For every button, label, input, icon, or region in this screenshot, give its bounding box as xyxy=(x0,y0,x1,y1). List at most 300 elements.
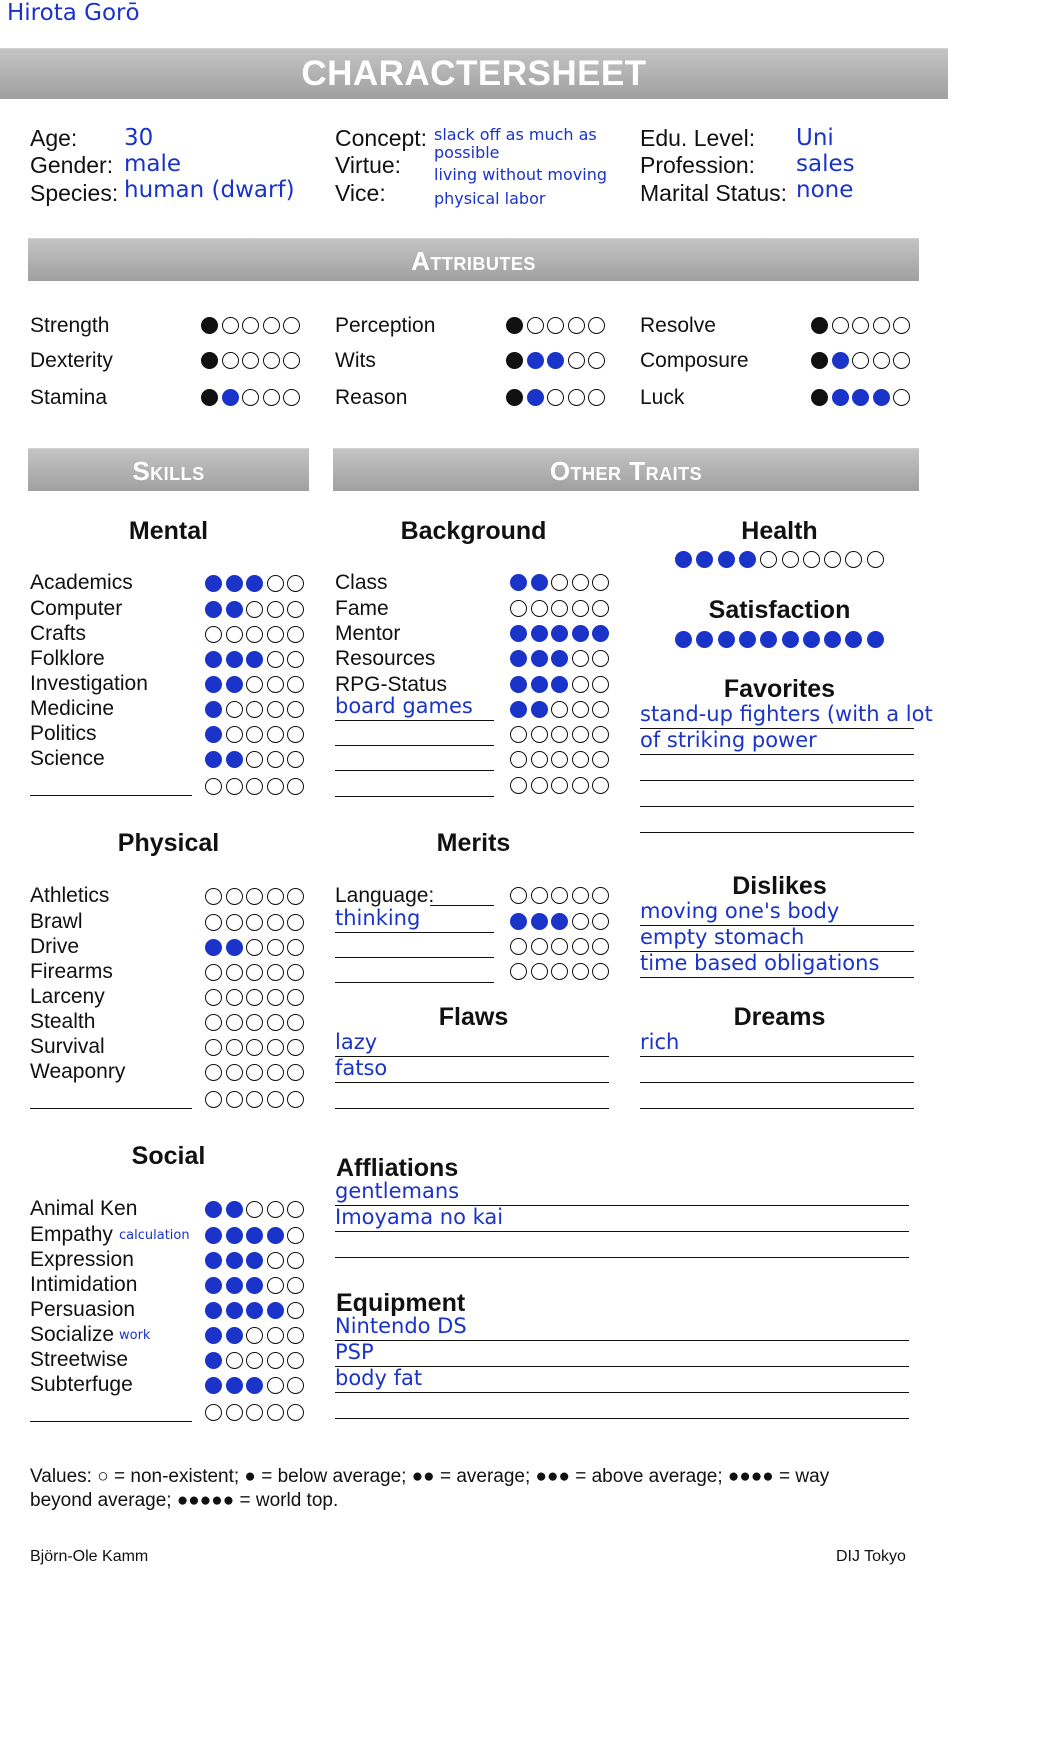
rating-dot[interactable] xyxy=(572,938,589,955)
health-track[interactable] xyxy=(675,551,888,571)
rating-dot[interactable] xyxy=(267,1064,284,1081)
rating-dot[interactable] xyxy=(246,676,263,693)
rating-dot[interactable] xyxy=(287,1064,304,1081)
rating-dot[interactable] xyxy=(572,600,589,617)
rating-dot[interactable] xyxy=(246,1277,263,1294)
rating-dot[interactable] xyxy=(287,1039,304,1056)
rating-dot[interactable] xyxy=(287,1404,304,1421)
social-skill-dots[interactable] xyxy=(205,1252,308,1272)
rating-dot[interactable] xyxy=(782,551,799,568)
rating-dot[interactable] xyxy=(246,1227,263,1244)
rating-dot[interactable] xyxy=(893,352,910,369)
dreams-line[interactable] xyxy=(640,1055,914,1083)
rating-dot[interactable] xyxy=(205,601,222,618)
rating-dot[interactable] xyxy=(267,914,284,931)
concept-value[interactable]: slack off as much as possible xyxy=(434,125,597,162)
rating-dot[interactable] xyxy=(551,676,568,693)
favorites-line[interactable] xyxy=(640,805,914,833)
rating-dot[interactable] xyxy=(592,938,609,955)
rating-dot[interactable] xyxy=(760,631,777,648)
rating-dot[interactable] xyxy=(226,751,243,768)
rating-dot[interactable] xyxy=(283,317,300,334)
rating-dot[interactable] xyxy=(568,389,585,406)
rating-dot[interactable] xyxy=(226,651,243,668)
rating-dot[interactable] xyxy=(531,777,548,794)
rating-dot[interactable] xyxy=(287,1377,304,1394)
rating-dot[interactable] xyxy=(527,352,544,369)
rating-dot[interactable] xyxy=(531,625,548,642)
background-dots[interactable] xyxy=(510,600,613,620)
rating-dot[interactable] xyxy=(675,631,692,648)
rating-dot[interactable] xyxy=(222,389,239,406)
rating-dot[interactable] xyxy=(547,317,564,334)
rating-dot[interactable] xyxy=(205,939,222,956)
rating-dot[interactable] xyxy=(675,551,692,568)
rating-dot[interactable] xyxy=(226,989,243,1006)
rating-dot[interactable] xyxy=(760,551,777,568)
attribute-dots-resolve[interactable] xyxy=(811,317,914,337)
rating-dot[interactable] xyxy=(226,1039,243,1056)
rating-dot[interactable] xyxy=(222,317,239,334)
rating-dot[interactable] xyxy=(226,1227,243,1244)
rating-dot[interactable] xyxy=(205,778,222,795)
rating-dot[interactable] xyxy=(531,676,548,693)
rating-dot[interactable] xyxy=(226,888,243,905)
rating-dot[interactable] xyxy=(287,1091,304,1108)
mental-skill-dots[interactable] xyxy=(205,601,308,621)
merit-field[interactable] xyxy=(335,930,494,958)
rating-dot[interactable] xyxy=(551,625,568,642)
rating-dot[interactable] xyxy=(510,676,527,693)
rating-dot[interactable] xyxy=(287,1252,304,1269)
rating-dot[interactable] xyxy=(782,631,799,648)
social-specialty[interactable]: work xyxy=(119,1328,151,1343)
rating-dot[interactable] xyxy=(572,963,589,980)
rating-dot[interactable] xyxy=(551,751,568,768)
rating-dot[interactable] xyxy=(531,963,548,980)
rating-dot[interactable] xyxy=(267,1302,284,1319)
flaws-line[interactable]: lazy xyxy=(335,1029,609,1057)
rating-dot[interactable] xyxy=(226,1201,243,1218)
rating-dot[interactable] xyxy=(246,575,263,592)
rating-dot[interactable] xyxy=(205,726,222,743)
rating-dot[interactable] xyxy=(267,1039,284,1056)
rating-dot[interactable] xyxy=(592,701,609,718)
background-custom-field[interactable] xyxy=(335,769,494,797)
rating-dot[interactable] xyxy=(592,726,609,743)
rating-dot[interactable] xyxy=(551,887,568,904)
mental-skill-dots[interactable] xyxy=(205,751,308,771)
rating-dot[interactable] xyxy=(547,352,564,369)
rating-dot[interactable] xyxy=(510,913,527,930)
affiliations-line[interactable] xyxy=(335,1230,909,1258)
mental-skill-dots[interactable] xyxy=(205,778,308,798)
rating-dot[interactable] xyxy=(287,964,304,981)
social-skill-dots[interactable] xyxy=(205,1352,308,1372)
rating-dot[interactable] xyxy=(267,1014,284,1031)
rating-dot[interactable] xyxy=(267,939,284,956)
rating-dot[interactable] xyxy=(287,1302,304,1319)
rating-dot[interactable] xyxy=(205,964,222,981)
rating-dot[interactable] xyxy=(246,1039,263,1056)
rating-dot[interactable] xyxy=(226,964,243,981)
rating-dot[interactable] xyxy=(824,631,841,648)
rating-dot[interactable] xyxy=(739,631,756,648)
rating-dot[interactable] xyxy=(267,726,284,743)
merit-dots[interactable] xyxy=(510,963,613,983)
background-dots[interactable] xyxy=(510,726,613,746)
rating-dot[interactable] xyxy=(551,963,568,980)
rating-dot[interactable] xyxy=(592,777,609,794)
physical-skill-dots[interactable] xyxy=(205,914,308,934)
rating-dot[interactable] xyxy=(547,389,564,406)
rating-dot[interactable] xyxy=(852,389,869,406)
rating-dot[interactable] xyxy=(267,1352,284,1369)
rating-dot[interactable] xyxy=(263,317,280,334)
rating-dot[interactable] xyxy=(205,1039,222,1056)
rating-dot[interactable] xyxy=(287,989,304,1006)
mental-skill-dots[interactable] xyxy=(205,676,308,696)
rating-dot[interactable] xyxy=(246,1201,263,1218)
attribute-dots-reason[interactable] xyxy=(506,389,609,409)
dreams-line[interactable]: rich xyxy=(640,1029,914,1057)
rating-dot[interactable] xyxy=(226,1377,243,1394)
rating-dot[interactable] xyxy=(267,1252,284,1269)
rating-dot[interactable] xyxy=(287,601,304,618)
background-dots[interactable] xyxy=(510,777,613,797)
rating-dot[interactable] xyxy=(283,352,300,369)
rating-dot[interactable] xyxy=(588,317,605,334)
rating-dot[interactable] xyxy=(205,1327,222,1344)
rating-dot[interactable] xyxy=(246,888,263,905)
rating-dot[interactable] xyxy=(205,651,222,668)
rating-dot[interactable] xyxy=(246,1091,263,1108)
rating-dot[interactable] xyxy=(205,914,222,931)
rating-dot[interactable] xyxy=(572,913,589,930)
rating-dot[interactable] xyxy=(205,1227,222,1244)
rating-dot[interactable] xyxy=(246,989,263,1006)
rating-dot[interactable] xyxy=(205,751,222,768)
social-skill-dots[interactable] xyxy=(205,1377,308,1397)
rating-dot[interactable] xyxy=(696,551,713,568)
rating-dot[interactable] xyxy=(242,352,259,369)
rating-dot[interactable] xyxy=(267,1327,284,1344)
rating-dot[interactable] xyxy=(246,939,263,956)
rating-dot[interactable] xyxy=(873,389,890,406)
physical-skill-dots[interactable] xyxy=(205,964,308,984)
rating-dot[interactable] xyxy=(226,778,243,795)
rating-dot[interactable] xyxy=(867,631,884,648)
rating-dot[interactable] xyxy=(246,1064,263,1081)
rating-dot[interactable] xyxy=(267,1277,284,1294)
rating-dot[interactable] xyxy=(226,575,243,592)
rating-dot[interactable] xyxy=(267,1091,284,1108)
affiliations-line[interactable]: gentlemans xyxy=(335,1178,909,1206)
rating-dot[interactable] xyxy=(527,317,544,334)
rating-dot[interactable] xyxy=(205,1252,222,1269)
edu-value[interactable]: Uni xyxy=(796,125,834,151)
social-skill-dots[interactable] xyxy=(205,1227,308,1247)
physical-skill-dots[interactable] xyxy=(205,1039,308,1059)
rating-dot[interactable] xyxy=(572,676,589,693)
physical-skill-dots[interactable] xyxy=(205,1014,308,1034)
rating-dot[interactable] xyxy=(267,751,284,768)
attribute-dots-perception[interactable] xyxy=(506,317,609,337)
background-custom-field[interactable] xyxy=(335,743,494,771)
rating-dot[interactable] xyxy=(592,600,609,617)
rating-dot[interactable] xyxy=(205,1014,222,1031)
rating-dot[interactable] xyxy=(551,726,568,743)
rating-dot[interactable] xyxy=(867,551,884,568)
rating-dot[interactable] xyxy=(287,1227,304,1244)
rating-dot[interactable] xyxy=(287,701,304,718)
rating-dot[interactable] xyxy=(510,701,527,718)
rating-dot[interactable] xyxy=(572,777,589,794)
rating-dot[interactable] xyxy=(803,631,820,648)
rating-dot[interactable] xyxy=(242,389,259,406)
rating-dot[interactable] xyxy=(267,1377,284,1394)
rating-dot[interactable] xyxy=(568,317,585,334)
attribute-dots-luck[interactable] xyxy=(811,389,914,409)
rating-dot[interactable] xyxy=(592,625,609,642)
rating-dot[interactable] xyxy=(246,964,263,981)
attribute-dots-dexterity[interactable] xyxy=(201,352,304,372)
rating-dot[interactable] xyxy=(246,1352,263,1369)
background-dots[interactable] xyxy=(510,701,613,721)
rating-dot[interactable] xyxy=(226,626,243,643)
flaws-line[interactable]: fatso xyxy=(335,1055,609,1083)
social-skill-dots[interactable] xyxy=(205,1327,308,1347)
rating-dot[interactable] xyxy=(226,1091,243,1108)
rating-dot[interactable] xyxy=(832,317,849,334)
rating-dot[interactable] xyxy=(506,317,523,334)
social-skill-dots[interactable] xyxy=(205,1404,308,1424)
rating-dot[interactable] xyxy=(226,1404,243,1421)
rating-dot[interactable] xyxy=(852,352,869,369)
rating-dot[interactable] xyxy=(205,1277,222,1294)
rating-dot[interactable] xyxy=(824,551,841,568)
equipment-line[interactable]: PSP xyxy=(335,1339,909,1367)
species-value[interactable]: human (dwarf) xyxy=(124,177,295,203)
rating-dot[interactable] xyxy=(226,939,243,956)
rating-dot[interactable] xyxy=(531,701,548,718)
attribute-dots-stamina[interactable] xyxy=(201,389,304,409)
rating-dot[interactable] xyxy=(246,778,263,795)
rating-dot[interactable] xyxy=(588,389,605,406)
rating-dot[interactable] xyxy=(551,913,568,930)
rating-dot[interactable] xyxy=(572,751,589,768)
rating-dot[interactable] xyxy=(551,574,568,591)
rating-dot[interactable] xyxy=(205,989,222,1006)
rating-dot[interactable] xyxy=(205,676,222,693)
rating-dot[interactable] xyxy=(551,600,568,617)
physical-blank-line[interactable] xyxy=(30,1108,192,1109)
social-blank-line[interactable] xyxy=(30,1421,192,1422)
rating-dot[interactable] xyxy=(267,1201,284,1218)
rating-dot[interactable] xyxy=(718,631,735,648)
physical-skill-dots[interactable] xyxy=(205,888,308,908)
rating-dot[interactable] xyxy=(592,650,609,667)
mental-blank-line[interactable] xyxy=(30,795,192,796)
rating-dot[interactable] xyxy=(263,389,280,406)
social-skill-dots[interactable] xyxy=(205,1302,308,1322)
rating-dot[interactable] xyxy=(572,701,589,718)
rating-dot[interactable] xyxy=(287,1327,304,1344)
rating-dot[interactable] xyxy=(267,1404,284,1421)
mental-skill-dots[interactable] xyxy=(205,575,308,595)
background-dots[interactable] xyxy=(510,650,613,670)
rating-dot[interactable] xyxy=(510,600,527,617)
rating-dot[interactable] xyxy=(263,352,280,369)
rating-dot[interactable] xyxy=(845,551,862,568)
mental-skill-dots[interactable] xyxy=(205,626,308,646)
dislikes-line[interactable]: moving one's body xyxy=(640,898,914,926)
rating-dot[interactable] xyxy=(551,650,568,667)
rating-dot[interactable] xyxy=(287,914,304,931)
rating-dot[interactable] xyxy=(226,701,243,718)
rating-dot[interactable] xyxy=(246,651,263,668)
rating-dot[interactable] xyxy=(531,751,548,768)
background-custom-field[interactable]: board games xyxy=(335,693,494,721)
favorites-line[interactable] xyxy=(640,779,914,807)
mental-skill-dots[interactable] xyxy=(205,701,308,721)
rating-dot[interactable] xyxy=(531,887,548,904)
vice-value[interactable]: physical labor xyxy=(434,189,546,208)
rating-dot[interactable] xyxy=(572,625,589,642)
rating-dot[interactable] xyxy=(246,1302,263,1319)
background-custom-field[interactable] xyxy=(335,718,494,746)
rating-dot[interactable] xyxy=(246,1377,263,1394)
rating-dot[interactable] xyxy=(287,651,304,668)
rating-dot[interactable] xyxy=(242,317,259,334)
rating-dot[interactable] xyxy=(201,389,218,406)
rating-dot[interactable] xyxy=(267,676,284,693)
rating-dot[interactable] xyxy=(205,1352,222,1369)
rating-dot[interactable] xyxy=(873,352,890,369)
favorites-line[interactable]: stand-up fighters (with a lot xyxy=(640,701,914,729)
equipment-line[interactable]: body fat xyxy=(335,1365,909,1393)
social-specialty[interactable]: calculation xyxy=(119,1228,190,1243)
rating-dot[interactable] xyxy=(267,1227,284,1244)
dislikes-line[interactable]: empty stomach xyxy=(640,924,914,952)
rating-dot[interactable] xyxy=(267,888,284,905)
rating-dot[interactable] xyxy=(510,726,527,743)
favorites-line[interactable] xyxy=(640,753,914,781)
rating-dot[interactable] xyxy=(246,1327,263,1344)
rating-dot[interactable] xyxy=(832,352,849,369)
rating-dot[interactable] xyxy=(572,726,589,743)
background-dots[interactable] xyxy=(510,751,613,771)
rating-dot[interactable] xyxy=(572,887,589,904)
rating-dot[interactable] xyxy=(201,317,218,334)
rating-dot[interactable] xyxy=(832,389,849,406)
rating-dot[interactable] xyxy=(205,1377,222,1394)
rating-dot[interactable] xyxy=(531,600,548,617)
rating-dot[interactable] xyxy=(226,1302,243,1319)
rating-dot[interactable] xyxy=(246,914,263,931)
rating-dot[interactable] xyxy=(205,626,222,643)
rating-dot[interactable] xyxy=(531,574,548,591)
rating-dot[interactable] xyxy=(696,631,713,648)
favorites-line[interactable]: of striking power xyxy=(640,727,914,755)
rating-dot[interactable] xyxy=(267,989,284,1006)
rating-dot[interactable] xyxy=(551,777,568,794)
rating-dot[interactable] xyxy=(226,676,243,693)
rating-dot[interactable] xyxy=(246,1252,263,1269)
rating-dot[interactable] xyxy=(852,317,869,334)
rating-dot[interactable] xyxy=(592,913,609,930)
rating-dot[interactable] xyxy=(510,963,527,980)
rating-dot[interactable] xyxy=(506,352,523,369)
rating-dot[interactable] xyxy=(287,751,304,768)
rating-dot[interactable] xyxy=(510,938,527,955)
rating-dot[interactable] xyxy=(287,888,304,905)
rating-dot[interactable] xyxy=(287,726,304,743)
rating-dot[interactable] xyxy=(287,626,304,643)
rating-dot[interactable] xyxy=(811,352,828,369)
rating-dot[interactable] xyxy=(572,574,589,591)
rating-dot[interactable] xyxy=(718,551,735,568)
background-dots[interactable] xyxy=(510,625,613,645)
background-dots[interactable] xyxy=(510,676,613,696)
physical-skill-dots[interactable] xyxy=(205,1064,308,1084)
rating-dot[interactable] xyxy=(287,1201,304,1218)
rating-dot[interactable] xyxy=(267,701,284,718)
satisfaction-track[interactable] xyxy=(675,631,888,651)
rating-dot[interactable] xyxy=(287,939,304,956)
rating-dot[interactable] xyxy=(592,574,609,591)
rating-dot[interactable] xyxy=(283,389,300,406)
rating-dot[interactable] xyxy=(226,1327,243,1344)
rating-dot[interactable] xyxy=(893,389,910,406)
rating-dot[interactable] xyxy=(811,317,828,334)
attribute-dots-composure[interactable] xyxy=(811,352,914,372)
rating-dot[interactable] xyxy=(592,963,609,980)
rating-dot[interactable] xyxy=(246,626,263,643)
merit-dots[interactable] xyxy=(510,938,613,958)
age-value[interactable]: 30 xyxy=(124,125,154,151)
physical-skill-dots[interactable] xyxy=(205,939,308,959)
rating-dot[interactable] xyxy=(205,1064,222,1081)
merit-field[interactable]: thinking xyxy=(335,905,494,933)
rating-dot[interactable] xyxy=(506,389,523,406)
rating-dot[interactable] xyxy=(592,676,609,693)
rating-dot[interactable] xyxy=(267,778,284,795)
rating-dot[interactable] xyxy=(510,625,527,642)
rating-dot[interactable] xyxy=(803,551,820,568)
rating-dot[interactable] xyxy=(267,575,284,592)
rating-dot[interactable] xyxy=(592,751,609,768)
rating-dot[interactable] xyxy=(246,1404,263,1421)
rating-dot[interactable] xyxy=(510,887,527,904)
rating-dot[interactable] xyxy=(510,751,527,768)
rating-dot[interactable] xyxy=(226,914,243,931)
equipment-line[interactable]: Nintendo DS xyxy=(335,1313,909,1341)
dreams-line[interactable] xyxy=(640,1081,914,1109)
background-dots[interactable] xyxy=(510,574,613,594)
mental-skill-dots[interactable] xyxy=(205,651,308,671)
rating-dot[interactable] xyxy=(205,1302,222,1319)
rating-dot[interactable] xyxy=(205,1404,222,1421)
rating-dot[interactable] xyxy=(246,751,263,768)
rating-dot[interactable] xyxy=(201,352,218,369)
rating-dot[interactable] xyxy=(873,317,890,334)
rating-dot[interactable] xyxy=(510,777,527,794)
dislikes-line[interactable]: time based obligations xyxy=(640,950,914,978)
rating-dot[interactable] xyxy=(226,1277,243,1294)
virtue-value[interactable]: living without moving xyxy=(434,165,608,184)
rating-dot[interactable] xyxy=(246,601,263,618)
